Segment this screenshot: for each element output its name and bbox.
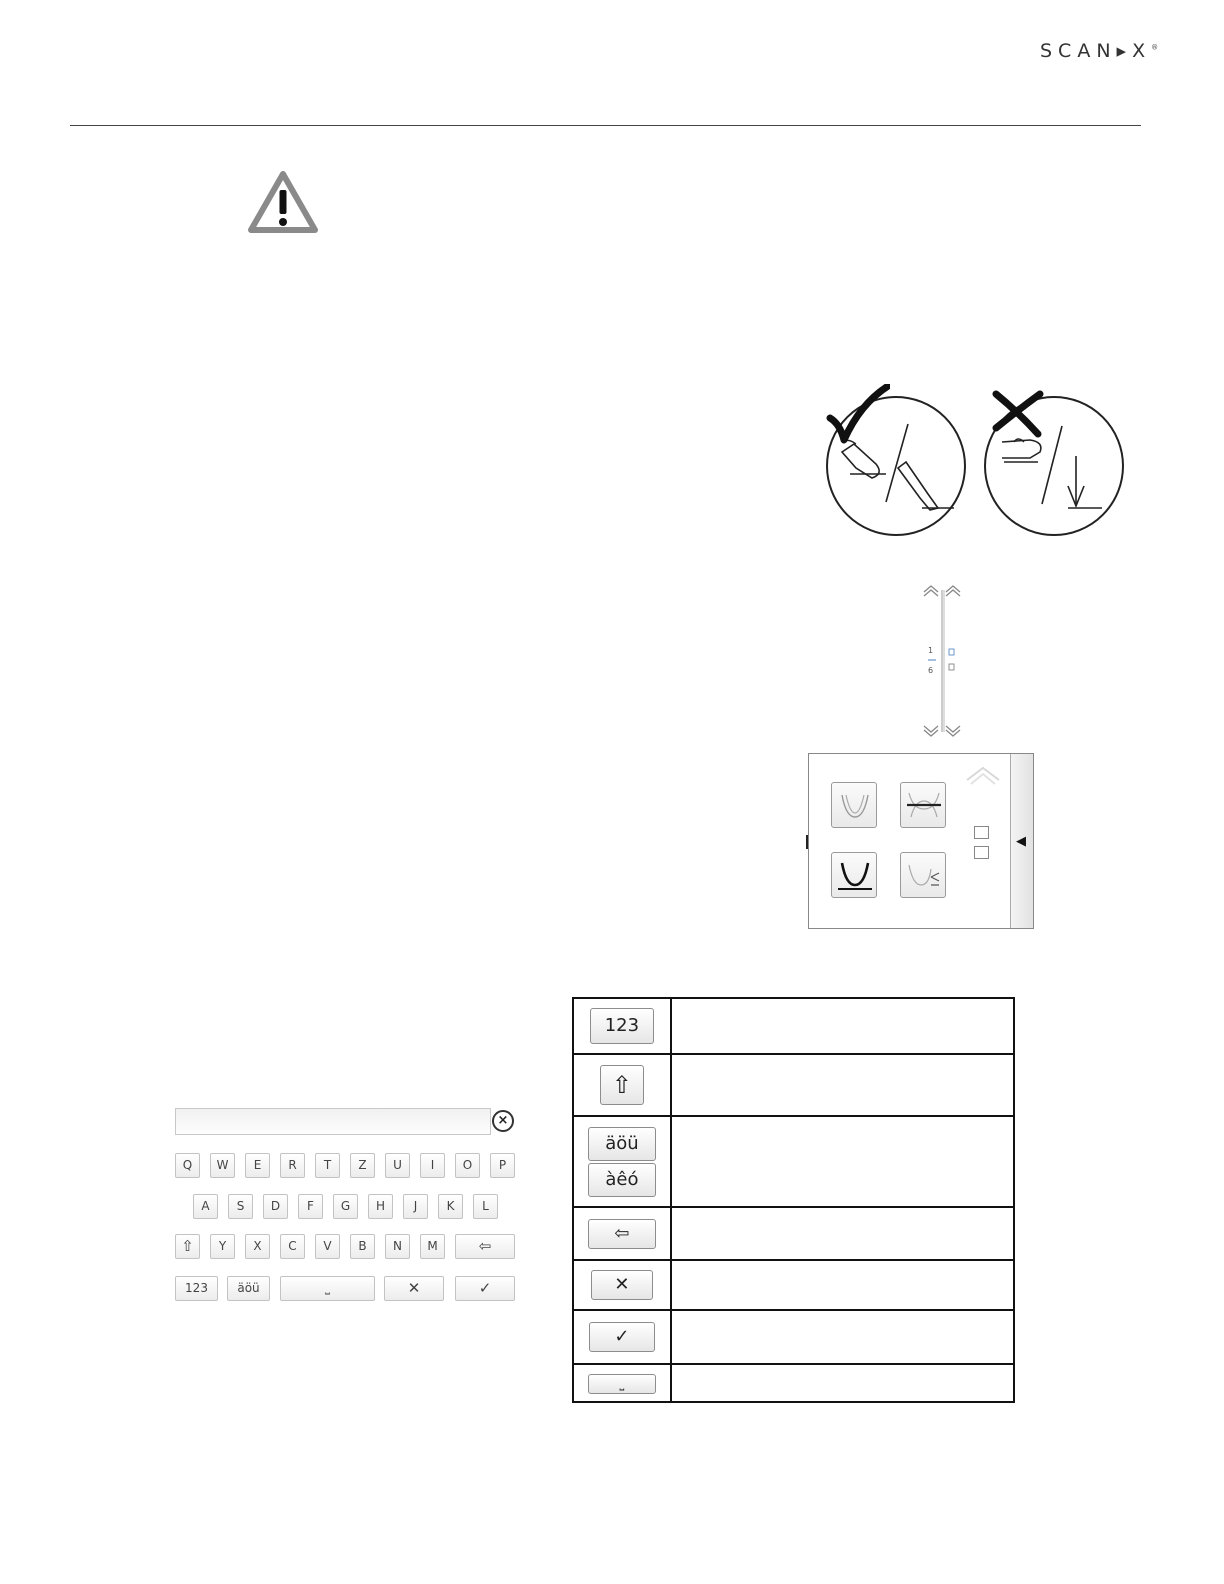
key-icon-cell bbox=[573, 1054, 671, 1116]
key-c[interactable]: C bbox=[280, 1234, 305, 1259]
key-b[interactable]: B bbox=[350, 1234, 375, 1259]
vertical-scrollbar-illustration bbox=[920, 582, 968, 740]
page-numerator: 1 bbox=[928, 646, 934, 655]
panel-scroll-up-icon[interactable] bbox=[965, 764, 1001, 786]
key-icon-cell bbox=[573, 1260, 671, 1310]
bite-option-selected-button[interactable] bbox=[831, 852, 877, 898]
header-divider bbox=[70, 125, 1141, 126]
panel-page-indicator-2 bbox=[974, 846, 989, 859]
key-y[interactable]: Y bbox=[210, 1234, 235, 1259]
key-icon-cell bbox=[573, 1116, 671, 1207]
backspace-key-sample: ⇦ bbox=[588, 1219, 656, 1249]
key-icon-cell bbox=[573, 1310, 671, 1364]
keyboard-key-reference-table bbox=[572, 997, 1015, 1403]
key-x[interactable]: X bbox=[245, 1234, 270, 1259]
cross-mark-icon bbox=[990, 388, 1046, 440]
key-s[interactable]: S bbox=[228, 1194, 253, 1219]
key-icon-cell bbox=[573, 1364, 671, 1402]
page-denominator: 6 bbox=[928, 666, 934, 675]
key-p[interactable]: P bbox=[490, 1153, 515, 1178]
key-description-cell bbox=[671, 998, 1014, 1054]
key-description-cell bbox=[671, 1054, 1014, 1116]
jaw-partial-icon bbox=[901, 853, 947, 899]
key-z[interactable]: Z bbox=[350, 1153, 375, 1178]
bite-option-partial-button[interactable] bbox=[900, 852, 946, 898]
confirm-key[interactable]: ✓ bbox=[455, 1276, 515, 1301]
keyboard-text-input[interactable] bbox=[175, 1108, 491, 1135]
brand-logo: SCAN▸X® bbox=[1040, 40, 1159, 62]
key-k[interactable]: K bbox=[438, 1194, 463, 1219]
key-a[interactable]: A bbox=[193, 1194, 218, 1219]
key-description-cell bbox=[671, 1310, 1014, 1364]
warning-triangle-icon bbox=[247, 170, 319, 234]
key-description-cell bbox=[671, 1260, 1014, 1310]
table-row bbox=[573, 1054, 1014, 1116]
key-icon-cell bbox=[573, 1207, 671, 1260]
confirm-key-sample: ✓ bbox=[589, 1322, 655, 1352]
table-row bbox=[573, 1364, 1014, 1402]
key-m[interactable]: M bbox=[420, 1234, 445, 1259]
backspace-key[interactable]: ⇦ bbox=[455, 1234, 515, 1259]
space-key[interactable]: ⎵ bbox=[280, 1276, 375, 1301]
panel-edge-marker bbox=[806, 835, 808, 849]
key-g[interactable]: G bbox=[333, 1194, 358, 1219]
key-u[interactable]: U bbox=[385, 1153, 410, 1178]
panel-page-indicator-1 bbox=[974, 826, 989, 839]
key-w[interactable]: W bbox=[210, 1153, 235, 1178]
clear-input-icon[interactable]: × bbox=[492, 1110, 514, 1132]
shift-key-sample: ⇧ bbox=[600, 1065, 644, 1105]
key-n[interactable]: N bbox=[385, 1234, 410, 1259]
key-r[interactable]: R bbox=[280, 1153, 305, 1178]
key-l[interactable]: L bbox=[473, 1194, 498, 1219]
space-key-sample: ⎵ bbox=[588, 1374, 656, 1394]
jaw-bite-icon bbox=[832, 853, 878, 899]
key-v[interactable]: V bbox=[315, 1234, 340, 1259]
numeric-key-sample: 123 bbox=[590, 1008, 654, 1044]
collapse-arrow-icon: ◀ bbox=[1016, 834, 1026, 849]
table-row bbox=[573, 1260, 1014, 1310]
key-icon-cell bbox=[573, 998, 671, 1054]
check-mark-icon bbox=[826, 384, 890, 444]
special-characters-key[interactable]: äöü bbox=[227, 1276, 270, 1301]
key-t[interactable]: T bbox=[315, 1153, 340, 1178]
table-row bbox=[573, 998, 1014, 1054]
key-h[interactable]: H bbox=[368, 1194, 393, 1219]
table-row bbox=[573, 1310, 1014, 1364]
bite-option-occlusal-button[interactable] bbox=[900, 782, 946, 828]
cancel-key[interactable]: ✕ bbox=[384, 1276, 444, 1301]
key-i[interactable]: I bbox=[420, 1153, 445, 1178]
bite-selection-panel bbox=[808, 753, 1034, 929]
jaw-open-icon bbox=[832, 783, 878, 829]
accent-key-sample: àêó bbox=[588, 1163, 656, 1197]
numeric-toggle-key[interactable]: 123 bbox=[175, 1276, 218, 1301]
panel-collapse-tab[interactable] bbox=[1010, 754, 1033, 928]
key-o[interactable]: O bbox=[455, 1153, 480, 1178]
table-row bbox=[573, 1116, 1014, 1207]
bite-option-open-button[interactable] bbox=[831, 782, 877, 828]
key-q[interactable]: Q bbox=[175, 1153, 200, 1178]
umlaut-key-sample: äöü bbox=[588, 1127, 656, 1161]
key-f[interactable]: F bbox=[298, 1194, 323, 1219]
key-e[interactable]: E bbox=[245, 1153, 270, 1178]
key-description-cell bbox=[671, 1207, 1014, 1260]
jaw-occlusal-icon bbox=[901, 783, 947, 829]
touch-incorrect-illustration bbox=[984, 396, 1124, 536]
key-description-cell bbox=[671, 1364, 1014, 1402]
key-description-cell bbox=[671, 1116, 1014, 1207]
key-j[interactable]: J bbox=[403, 1194, 428, 1219]
touch-correct-illustration bbox=[826, 396, 966, 536]
cancel-key-sample: ✕ bbox=[591, 1270, 653, 1300]
key-d[interactable]: D bbox=[263, 1194, 288, 1219]
table-row bbox=[573, 1207, 1014, 1260]
shift-key[interactable]: ⇧ bbox=[175, 1234, 200, 1259]
